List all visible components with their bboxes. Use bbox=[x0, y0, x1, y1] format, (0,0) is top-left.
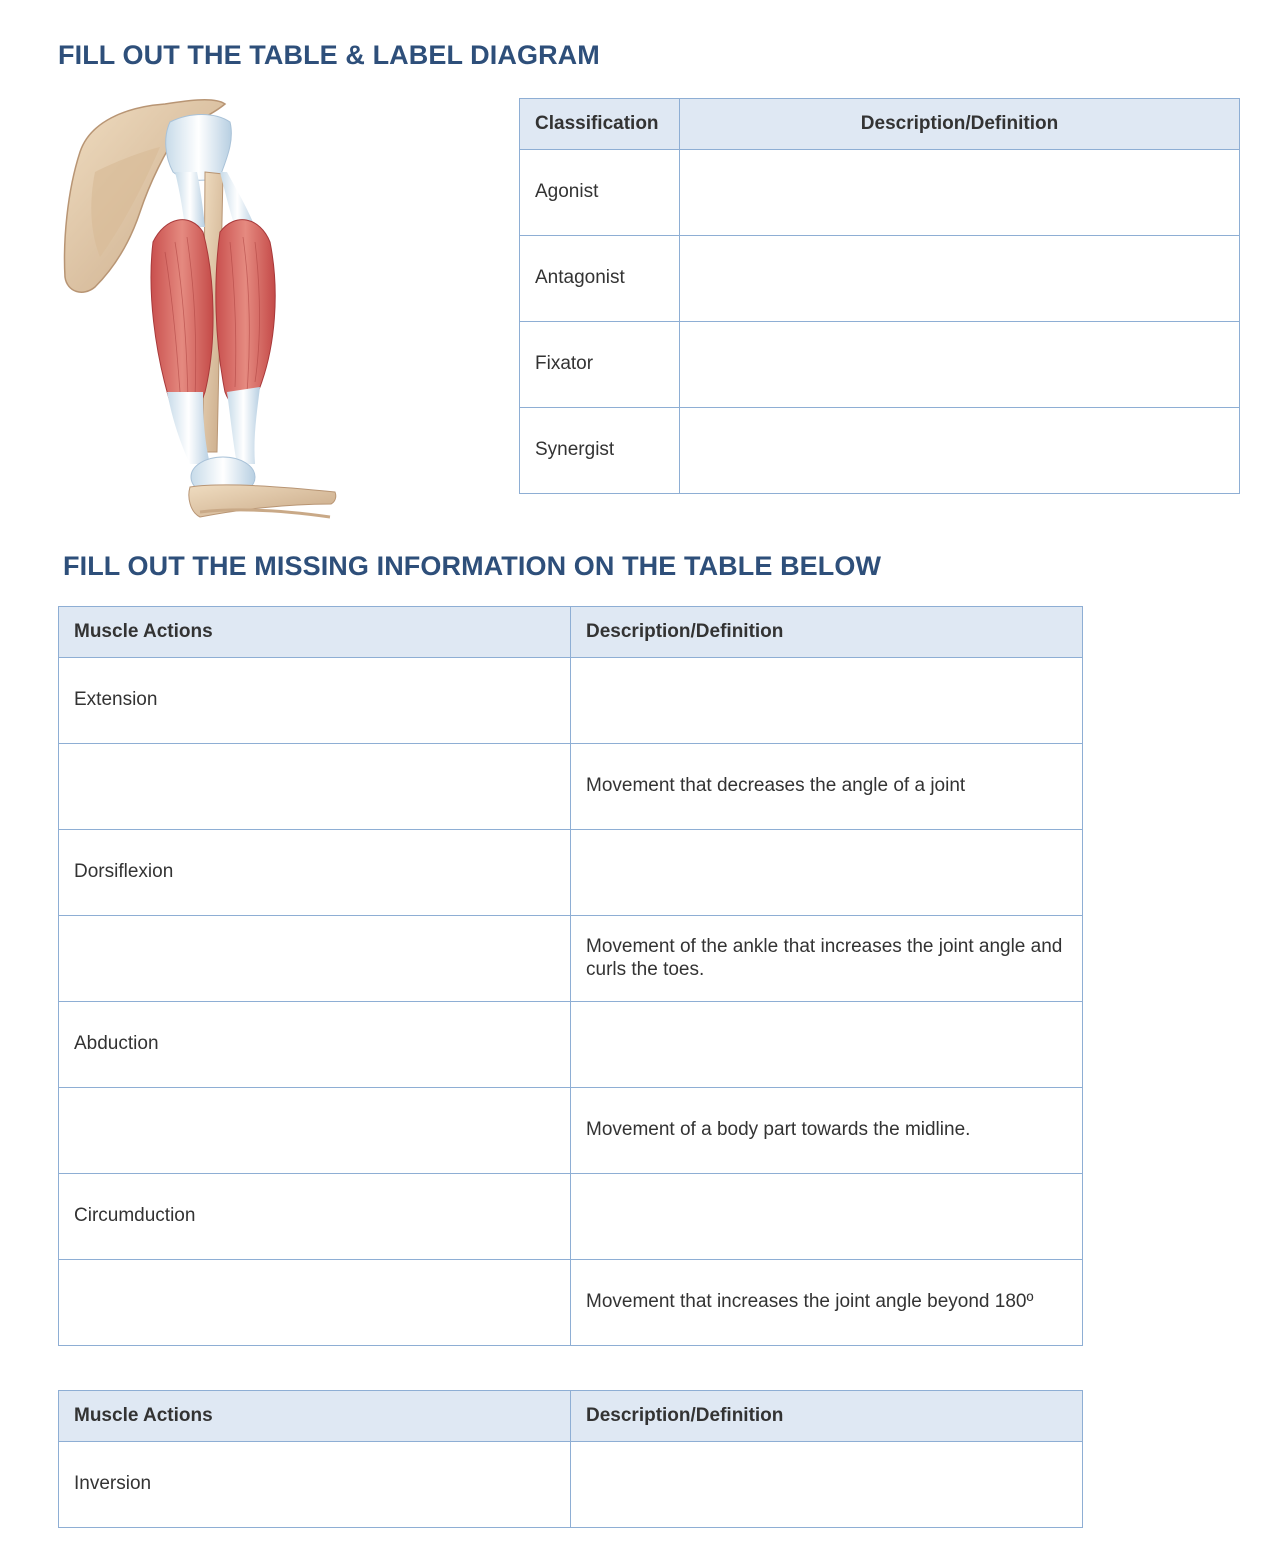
description-cell[interactable] bbox=[571, 1442, 1083, 1528]
description-cell[interactable] bbox=[571, 830, 1083, 916]
column-header-description: Description/Definition bbox=[680, 99, 1240, 150]
action-cell[interactable] bbox=[59, 1088, 571, 1174]
biceps-short-head-shape bbox=[216, 220, 275, 408]
classification-table bbox=[519, 98, 1240, 494]
description-cell[interactable]: Movement that decreases the angle of a joint bbox=[571, 744, 1083, 830]
column-header-classification: Classification bbox=[520, 99, 680, 150]
table-row bbox=[520, 150, 1240, 236]
section-title: FILL OUT THE MISSING INFORMATION ON THE TABLE BELOW bbox=[63, 551, 882, 581]
muscle-actions-table bbox=[58, 606, 1083, 1346]
action-cell[interactable] bbox=[59, 1260, 571, 1346]
description-cell[interactable] bbox=[571, 1174, 1083, 1260]
table-header-row bbox=[59, 607, 1083, 658]
action-cell[interactable]: Dorsiflexion bbox=[59, 830, 571, 916]
table-row bbox=[520, 322, 1240, 408]
shoulder-tendon-shape bbox=[166, 115, 232, 181]
table-header-row bbox=[520, 99, 1240, 150]
classification-cell: Fixator bbox=[520, 322, 680, 408]
table-row bbox=[59, 744, 1083, 830]
description-cell[interactable] bbox=[680, 150, 1240, 236]
column-header-description: Description/Definition bbox=[571, 607, 1083, 658]
classification-cell: Agonist bbox=[520, 150, 680, 236]
table-row bbox=[59, 1442, 1083, 1528]
arm-muscle-diagram-image bbox=[55, 92, 345, 532]
table-row bbox=[59, 1002, 1083, 1088]
table-row bbox=[59, 1088, 1083, 1174]
action-cell[interactable]: Extension bbox=[59, 658, 571, 744]
description-cell[interactable]: Movement of a body part towards the midline. bbox=[571, 1088, 1083, 1174]
action-cell[interactable]: Circumduction bbox=[59, 1174, 571, 1260]
column-header-description: Description/Definition bbox=[571, 1391, 1083, 1442]
action-cell[interactable] bbox=[59, 916, 571, 1002]
description-cell[interactable]: Movement that increases the joint angle beyond 180º bbox=[571, 1260, 1083, 1346]
table-row bbox=[59, 658, 1083, 744]
description-cell[interactable] bbox=[571, 1002, 1083, 1088]
description-cell[interactable] bbox=[571, 658, 1083, 744]
column-header-muscle-actions: Muscle Actions bbox=[59, 1391, 571, 1442]
action-cell[interactable]: Abduction bbox=[59, 1002, 571, 1088]
column-header-muscle-actions: Muscle Actions bbox=[59, 607, 571, 658]
description-cell[interactable] bbox=[680, 322, 1240, 408]
table-row bbox=[59, 1260, 1083, 1346]
description-cell[interactable]: Movement of the ankle that increases the joint angle and curls the toes. bbox=[571, 916, 1083, 1002]
table-row bbox=[520, 236, 1240, 322]
description-cell[interactable] bbox=[680, 408, 1240, 494]
muscle-actions-table-2 bbox=[58, 1390, 1083, 1528]
classification-cell: Antagonist bbox=[520, 236, 680, 322]
page-title: FILL OUT THE TABLE & LABEL DIAGRAM bbox=[58, 40, 600, 70]
table-row bbox=[59, 916, 1083, 1002]
biceps-long-head-shape bbox=[151, 220, 213, 418]
description-cell[interactable] bbox=[680, 236, 1240, 322]
table-row bbox=[520, 408, 1240, 494]
classification-cell: Synergist bbox=[520, 408, 680, 494]
action-cell[interactable]: Inversion bbox=[59, 1442, 571, 1528]
action-cell[interactable] bbox=[59, 744, 571, 830]
table-row bbox=[59, 1174, 1083, 1260]
table-row bbox=[59, 830, 1083, 916]
table-header-row bbox=[59, 1391, 1083, 1442]
